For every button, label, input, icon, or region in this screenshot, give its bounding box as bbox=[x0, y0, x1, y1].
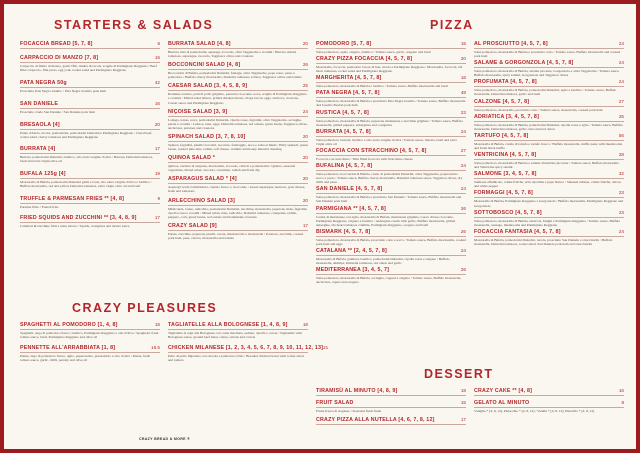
menu-item-description: Frutta fresca di stagione / Seasonal fresh fruits bbox=[316, 409, 382, 413]
menu-item bbox=[316, 248, 466, 265]
menu-item-header bbox=[316, 129, 466, 137]
menu-item-header bbox=[316, 148, 466, 156]
menu-item bbox=[168, 155, 308, 172]
menu-item-description: Punta d'Ancia, rucola, pomodorini, pomodorini Datterini e Parmigiano Reggiano / Cured beef, rocket salad, cherry tomatoes and Parmigiano Reggiano bbox=[20, 131, 153, 140]
menu-item-description: Calamari & zucchine fritti e salsa tartara / Squids, courgettes and tartare sauce bbox=[20, 224, 130, 229]
menu-item-header bbox=[168, 83, 308, 91]
menu-item bbox=[316, 417, 466, 425]
menu-item-description: Salsa pomodoro, mozzarella di Bufala e salame Ventricina piccante / Tomato sauce, Buffalo mozzarella and Ventricina spicy salami bbox=[474, 161, 619, 170]
menu-item-header bbox=[316, 41, 466, 49]
menu-item-header bbox=[316, 400, 466, 408]
menu-item bbox=[474, 400, 624, 413]
menu-item-header bbox=[474, 41, 624, 49]
menu-item-description: Salsa pomodoro, mozzarella, prosciutto cotto / Tomato sauce, mozzarella, cooked pork ham bbox=[474, 107, 603, 112]
menu-item-name: BOCCONCINI SALAD [4, 8] bbox=[168, 62, 241, 69]
menu-item bbox=[474, 114, 624, 131]
menu-item-name: PATA NEGRA [4, 5, 7, 8] bbox=[316, 90, 380, 97]
menu-item-description: Bocconcini di Bufala, pomodorini Datterini, fantagu, olive Taggiasche, pepe rosso, pesto e pomodoro / Buffalo cherry mozzarella, Datterini tomatoes, lettuce, Taggiasca olives and tomato bbox=[168, 71, 302, 80]
menu-item-name: FORMAGGI [4, 5, 7, 8] bbox=[474, 190, 533, 197]
menu-item-price: 20 bbox=[302, 197, 308, 203]
menu-item-name: FOCACCIA FANTASIA [4, 5, 7, 8] bbox=[474, 228, 561, 235]
menu-item-price: 18 bbox=[460, 388, 466, 393]
menu-item-description: Salsa pomodoro, mozzarella di Bufala, peperoni, melanzane e zucchine grigliate / Tomato sauce, Buffalo mozzarella, grilled peppers, aubergines and courgettes bbox=[316, 118, 463, 127]
menu-item-name: CRAZY SALAD [9] bbox=[168, 222, 217, 229]
menu-item-name: ADRIATICA [3, 4, 5, 7, 8] bbox=[474, 113, 540, 120]
menu-item-description: Petto di pollo impanato con ruccola e pomodoro fritto / Breaded chicken breast with rocket salad and tomato bbox=[168, 354, 304, 363]
menu-item bbox=[316, 206, 466, 227]
menu-item-header bbox=[20, 101, 160, 109]
menu-item-description: Salsa pomodoro, mozzarella di Bufala e prosciutto Pata Negra Joselito / Tomato sauce, Buffalo mozzarella and Joselito Iberian pork ham bbox=[316, 99, 466, 108]
menu-item-header bbox=[168, 198, 308, 206]
menu-item-name: POMODORO [5, 7, 8] bbox=[316, 41, 372, 47]
menu-item bbox=[316, 41, 466, 54]
menu-item-header bbox=[474, 79, 624, 87]
menu-item-price: 23 bbox=[618, 190, 624, 196]
menu-item bbox=[20, 41, 160, 49]
menu-item-price: 26 bbox=[460, 228, 466, 234]
menu-item-price: 20 bbox=[154, 122, 160, 128]
menu-item-name: MARGHERITA [4, 5, 7, 8] bbox=[316, 75, 382, 82]
menu-item-price: 26 bbox=[302, 62, 308, 68]
menu-item-price: 9 bbox=[157, 195, 160, 201]
menu-item-header bbox=[20, 171, 160, 179]
menu-item-price: 15 bbox=[460, 400, 466, 405]
menu-item-price: 24 bbox=[460, 163, 466, 169]
menu-item-header bbox=[474, 60, 624, 68]
menu-item bbox=[316, 148, 466, 161]
menu-item-name: BURRATA [4] bbox=[20, 145, 56, 152]
menu-item-header bbox=[474, 210, 624, 218]
menu-item-name: GELATO AL MINUTO bbox=[474, 400, 530, 406]
menu-item-description: Misticanza, tonno, radicchio, pomodorini Datterini, zucchine, mozzarella, peperoni, mais, fagiolini, cipolla rossa e crostini / Mixed salad, tuna, radicchio, Datterini tomatoes, courgettes, radish, peppers, corn, green beans, red onions and homemade croutons bbox=[168, 206, 308, 219]
menu-item-header bbox=[168, 41, 308, 49]
menu-item bbox=[316, 129, 466, 146]
menu-item-name: FOCACCIA BREAD [5, 7, 8] bbox=[20, 41, 93, 47]
menu-item-description: Salsa pomodoro, mozzarella di Bufala, prosciutto cotto e uovo / Tomato sauce, Buffalo mozzarella, cooked pork ham and eggs bbox=[316, 237, 466, 246]
menu-item-description: Patatine fritte / French fries bbox=[20, 204, 59, 209]
section-title-pizza: PIZZA bbox=[430, 18, 474, 32]
menu-item bbox=[474, 171, 624, 188]
menu-item-price: 24 bbox=[618, 79, 624, 85]
menu-item bbox=[168, 322, 308, 339]
menu-item-description: Salsa pomodoro, aglio, origano, basilico / Tomato sauce, garlic, oregano and basil bbox=[316, 50, 431, 54]
menu-item-header bbox=[316, 163, 466, 171]
menu-item-header bbox=[168, 322, 308, 330]
menu-item-name: AL PROSCIUTTO [4, 5, 7, 8] bbox=[474, 41, 548, 47]
menu-item-description: Focaccia con stracchino / Thin filled focaccia with Stracchino cheese bbox=[316, 156, 413, 161]
menu-item-price: 16 bbox=[154, 55, 160, 60]
menu-item bbox=[316, 267, 466, 284]
menu-item-header bbox=[474, 152, 624, 160]
menu-item-description: Prosciutto Pata Negra Joselito / Pata Negra Joselito pork ham bbox=[20, 89, 107, 94]
menu-item-name: BUFALA 125g [4] bbox=[20, 170, 66, 177]
menu-item-name: CRAZY PIZZA FOCACCIA [4, 5, 7, 8] bbox=[316, 56, 413, 63]
menu-item-header bbox=[20, 146, 160, 154]
menu-item-header bbox=[474, 114, 624, 122]
menu-item-price: 24 bbox=[302, 108, 308, 114]
menu-item-name: VENTRICINA [4, 5, 7, 8] bbox=[474, 152, 537, 159]
menu-item-price: 20 bbox=[460, 56, 466, 62]
menu-item bbox=[20, 322, 160, 339]
menu-item-price: 23 bbox=[460, 109, 466, 115]
menu-item-header bbox=[20, 80, 160, 88]
menu-item bbox=[20, 101, 160, 114]
menu-item bbox=[316, 56, 466, 73]
menu-item-price: 17 bbox=[302, 222, 308, 228]
menu-item-description: Salsa pomodoro, mozzarella di Bufala e prosciutto cotto / Tomato sauce, Buffalo mozzarella and cooked pork ham bbox=[474, 50, 621, 59]
menu-item-price: 24 bbox=[618, 60, 624, 66]
menu-item bbox=[474, 229, 624, 246]
menu-item-description: Lattuga, tonno, uova, pomodorini Datterini, cipolle rosse, fagiolini, olive Taggiasche, acciughe, patate e crostini / Lettuce, tuna, eggs, Datterini tomatoes, red onions, green beans, Taggiasca olives, anchovies, potatoes and croutons bbox=[168, 117, 308, 130]
menu-item-price: 18 bbox=[154, 322, 160, 327]
menu-item bbox=[474, 133, 624, 150]
menu-item-name: BISMARK [4, 5, 7, 8] bbox=[316, 228, 371, 235]
menu-item bbox=[316, 90, 466, 107]
menu-item-header bbox=[168, 62, 308, 70]
menu-item bbox=[168, 223, 308, 240]
menu-item-header bbox=[474, 388, 624, 396]
menu-item-header bbox=[168, 109, 308, 117]
menu-item-description: Mozzarella di Bufala, pomodorini Datterini, rucola, prosciutto San Daniele e stracciatella / Buffalo mozzarella, Datterini tomatoes, rocket salad, San Daniele pork ham and stracciatella bbox=[474, 237, 613, 246]
menu-item bbox=[20, 55, 160, 72]
menu-item-name: ARLECCHINO SALAD [3] bbox=[168, 197, 235, 204]
menu-item bbox=[168, 62, 308, 79]
menu-item bbox=[168, 176, 308, 193]
menu-page bbox=[4, 4, 636, 449]
menu-item-price: 16 bbox=[618, 388, 624, 393]
dessert-right-column bbox=[474, 388, 624, 413]
menu-item-name: FRIED SQUIDS AND ZUCCHINI ** [3, 4, 8, 9] bbox=[20, 215, 137, 222]
crazy-right-column bbox=[168, 322, 329, 363]
menu-item-description: Quinoa, verdure di stagione, mozzarella, avocado, cetrioli e pomodorini / Quinoa, seasonal vegetables, mixed salad, avocado, cucumber, radish and fresh dip bbox=[168, 164, 296, 173]
menu-item-price: 23 bbox=[618, 209, 624, 215]
menu-item-price: 24 bbox=[618, 41, 624, 46]
menu-item bbox=[20, 171, 160, 188]
menu-item-header bbox=[474, 133, 624, 141]
menu-item-name: PARMIGIANA ** [4, 5, 7, 8] bbox=[316, 205, 386, 212]
menu-item-description: Crema di melanzane con aglio, mozzarella di Bufala, melanzane grigliate, Cuore di bue croccante, Parmigiano Reggiano, origano e basilico / Aubergine cream with garlic, Buffalo mozzarella, grilled aubergine, Ox heart tomatoes crumble, Parmigiano Reggiano, oregano and basil bbox=[316, 214, 456, 227]
menu-item bbox=[474, 41, 624, 58]
dessert-left-column bbox=[316, 388, 466, 425]
menu-item-description: Mozzarella di Bufala, crema di tartufo e tartufo fresco / Buffalo mozzarella, truffle paste with mushrooms and fresh black truffle bbox=[474, 141, 623, 150]
menu-item-name: SALMONE [3, 4, 5, 7, 8] bbox=[474, 171, 537, 178]
menu-item-price: 26 bbox=[460, 267, 466, 273]
menu-item-header bbox=[316, 56, 466, 64]
menu-item bbox=[316, 110, 466, 127]
menu-item-name: BURRATA [4, 5, 7, 8] bbox=[316, 128, 371, 135]
menu-item-price: 24 bbox=[460, 186, 466, 192]
menu-item-header bbox=[168, 155, 308, 163]
menu-item-price: 16 bbox=[460, 75, 466, 81]
menu-item-description: Penne, sugo di pomodoro fresco, aglio, peperoncino, prezzemolo e olio d'oliva / Penne, fresh tomato sauce, garlic, chilli, parsley and olive oil bbox=[20, 354, 151, 363]
menu-item-description: Salsa pomodoro, mozzarella di Bufala, salame piccante, Gorgonzola e olive Taggiasche / Tomato sauce, Buffalo mozzarella, spicy salami, Gorgonzola and Taggiasca olives bbox=[474, 69, 620, 78]
starters-right-column bbox=[168, 41, 308, 240]
menu-item-description: Salsa pomodoro, mozzarella di Bufala e basilico / Tomato sauce, Buffalo mozzarella and basil bbox=[316, 84, 448, 89]
menu-item-description: Spinaci, fagiolini, piselli croccanti, nocciole, formaggio, noce e salsa al miele / Baby spinach, green beans, roasted pine nuts, radish, soft cheese, walnuts and honey mustard dressing bbox=[168, 142, 308, 152]
menu-item-name: BRESAOLA [4] bbox=[20, 122, 60, 129]
menu-item-description: Mozzarella, focaccia, pomodoro Cuore di bue, rucola e Parmigiano Reggiano / Mozzarella, focaccia, Ox heart tomatoes, rocket salad and Parmigiano Reggiano bbox=[316, 65, 463, 74]
menu-item bbox=[168, 198, 308, 219]
menu-item bbox=[316, 75, 466, 88]
menu-item-price: 18 bbox=[302, 322, 308, 327]
menu-item-name: CAESAR SALAD [3, 4, 5, 8, 9] bbox=[168, 83, 248, 90]
menu-item-header bbox=[474, 171, 624, 179]
menu-item-header bbox=[316, 186, 466, 194]
menu-item-price: 27 bbox=[460, 147, 466, 153]
menu-item-header bbox=[474, 99, 624, 107]
menu-item-description: Spaghetti, sugo di pomodoro fresco, basilico, Parmigiano Reggiano e olio d'oliva / Spaghetti, fresh tomato sauce, basil, Parmigiano Reggiano and olive oil bbox=[20, 331, 159, 340]
menu-item-description: Tagliatelle al ragù alla Bolognese con carne macinata, sedano, cipolla e carote / Tagliatelle with Bolognese sauce, ground beef meat, celery, onions and carrots bbox=[168, 331, 302, 340]
menu-item-header bbox=[316, 267, 466, 275]
menu-item-price: 20 bbox=[302, 176, 308, 182]
menu-item-description: Prosciutto crudo San Daniele / San Daniele pork ham bbox=[20, 110, 95, 115]
menu-item-description: Vaniglia * [4, 8, 12], Pistacchio * [4, 8, 12] / Vanilla * [4, 8, 12], Pistachio * [4, 8, 12] bbox=[474, 409, 595, 413]
menu-item-name: QUINOA SALAD * bbox=[168, 155, 216, 162]
menu-item-description: Patate, zucchine, peperoni, piselli, carote, mazzancolle e mozzarella / Potatoes, zucchini, cooked pork ham, peas, carrots, mozzarella and tomato bbox=[168, 231, 304, 240]
menu-item-header bbox=[168, 223, 308, 231]
crazy-left-column bbox=[20, 322, 160, 362]
menu-item bbox=[316, 229, 466, 246]
menu-item bbox=[316, 163, 466, 184]
menu-item-name: BUFALINA [4, 5, 7, 8] bbox=[316, 163, 373, 170]
menu-item-price: 8 bbox=[621, 400, 624, 405]
menu-item bbox=[20, 146, 160, 163]
pizza-right-column bbox=[474, 41, 624, 246]
menu-item-header bbox=[20, 122, 160, 130]
menu-item-name: SALAME & GORGONZOLA [4, 5, 7, 8] bbox=[474, 60, 574, 67]
menu-item-name: TIRAMISÙ AL MINUTO [4, 8, 9] bbox=[316, 388, 398, 394]
menu-item bbox=[474, 210, 624, 227]
menu-item-price: 20 bbox=[302, 133, 308, 139]
menu-item-price: 17 bbox=[460, 417, 466, 423]
menu-item-price: 32 bbox=[618, 171, 624, 177]
menu-item-description: Salsa pomodoro, mozzarella di Bufala e prosciutto San Daniele / Tomato sauce, Buffalo mozzarella and San Daniele pork ham bbox=[316, 195, 462, 204]
menu-item bbox=[20, 345, 160, 362]
menu-item-header bbox=[316, 417, 466, 425]
section-title-starters: STARTERS & SALADS bbox=[54, 18, 214, 32]
menu-item bbox=[168, 134, 308, 151]
menu-item-price: 24 bbox=[618, 228, 624, 234]
menu-item-header bbox=[474, 400, 624, 408]
menu-item bbox=[474, 152, 624, 169]
menu-item-header bbox=[168, 134, 308, 142]
menu-item-header bbox=[20, 55, 160, 63]
menu-item-price: 25 bbox=[302, 83, 308, 89]
menu-item-price: 25 bbox=[618, 113, 624, 119]
menu-item bbox=[316, 388, 466, 396]
menu-item-price: 26 bbox=[460, 205, 466, 211]
menu-item-description: Burrata, pomodorini Datterini, basilico, olio extra vergine d'oliva / Burrata, Datterini tomatoes, basil and extra virgin olive oil bbox=[20, 154, 153, 163]
menu-item-name: PENNETTE ALL'ARRABBIATA [1, 8] bbox=[20, 345, 116, 352]
menu-item-name: CARPACCIO DI MANZO [7, 8] bbox=[20, 55, 99, 61]
menu-item-name: CHICKEN MILANESE [1, 2, 3, 4, 5, 6, 7, 8, 9, 10, 11, 12, 13] bbox=[168, 345, 324, 352]
menu-item-description: Salmone affumicato, crème fraîche, erba cipollina e pepe bianco / Smoked salmon, crème fraîche, chives and white pepper bbox=[474, 180, 621, 189]
menu-item-price: 20 bbox=[302, 155, 308, 161]
menu-item bbox=[20, 80, 160, 93]
menu-item-header bbox=[20, 196, 160, 204]
menu-item-price: 28 bbox=[618, 152, 624, 158]
menu-item-header bbox=[316, 229, 466, 237]
menu-item-header bbox=[316, 90, 466, 98]
menu-item-description: Salsa pomodoro, burrata, basilico e olio extra vergine d'oliva / Tomato sauce, burrata, basil and extra virgin olive oil bbox=[316, 137, 457, 146]
menu-item bbox=[168, 345, 329, 363]
menu-item-name: TAGLIATELLE ALLA BOLOGNESE [1, 4, 8, 9] bbox=[168, 322, 288, 328]
menu-item bbox=[474, 190, 624, 207]
menu-item-header bbox=[20, 41, 160, 49]
menu-item bbox=[168, 41, 308, 58]
menu-item-header bbox=[316, 206, 466, 214]
menu-item-header bbox=[474, 190, 624, 198]
menu-item bbox=[474, 79, 624, 96]
menu-item-name: TARTUFO [4, 5, 7, 8] bbox=[474, 132, 529, 139]
menu-item-header bbox=[316, 75, 466, 83]
menu-item-name: CALZONE [4, 5, 7, 8] bbox=[474, 98, 530, 105]
menu-item-name: SOTTOBOSCO [4, 5, 7, 8] bbox=[474, 209, 542, 216]
menu-item-price: 20 bbox=[302, 41, 308, 46]
menu-item-name: MEDITERRANEA [3, 4, 5, 7] bbox=[316, 267, 390, 274]
menu-item bbox=[474, 99, 624, 112]
menu-item-name: SPAGHETTI AL POMODORO [1, 4, 8] bbox=[20, 322, 118, 328]
menu-item-name: BURRATA SALAD [4, 8] bbox=[168, 41, 231, 47]
menu-item-name: FRUIT SALAD bbox=[316, 400, 354, 406]
pizza-left-column bbox=[316, 41, 466, 284]
menu-item-description: Romaine, lettuce, petti di pollo grigliato, pancetta croccante, uova, scaglie di Parmigiano Reggiano e crostini / Mixed salad lettuce, grilled chicken breast, crispy bacon, eggs, anchovy, croutons, Caesar sauce and Parmigiano Reggiano bbox=[168, 92, 307, 105]
menu-item-price: 42 bbox=[154, 80, 160, 86]
menu-item-price: 16.5 bbox=[151, 345, 160, 351]
menu-item-description: Salsa pomodoro, bocconcini di Bufala, crudo di pomodorini Datterini, olive Taggiasche, peperoncino secco e pesto / Tomato sauce, Buffalo cherry mozzarella, Datterini tomatoes sauce, Taggiasca olives, dry chilli and pesto bbox=[316, 172, 463, 185]
menu-item bbox=[316, 186, 466, 203]
menu-item-name: ASPARAGUS SALAD * [4] bbox=[168, 176, 237, 183]
menu-item-name: NIÇOISE SALAD [3, 9] bbox=[168, 108, 228, 115]
menu-item-description: Burrata, mix di pomodorini, asparagi, avocado, olive Taggiasche e crostini / Burrata, mixed tomatoes, asparagus, avocado, Taggiasca olives and croutons bbox=[168, 50, 297, 59]
menu-item bbox=[20, 196, 160, 209]
menu-item bbox=[20, 215, 160, 228]
menu-item-description: Salsa pomodoro, mozzarella di Bufala, acciughe, capperi e origano / Tomato sauce, Buffalo mozzarella, anchovies, capers and oregano bbox=[316, 276, 462, 285]
section-title-dessert: DESSERT bbox=[424, 367, 494, 381]
menu-item-header bbox=[168, 345, 329, 353]
menu-item-price: 17 bbox=[154, 145, 160, 151]
menu-item-header bbox=[20, 345, 160, 353]
menu-item-description: Mozzarella di Bufala, Parmigiano Reggiano e Gorgonzola / Buffalo mozzarella, Parmigiano Reggiano and Gorgonzola bbox=[474, 199, 624, 208]
menu-item-name: CRAZY PIZZA ALLA NUTELLA [4, 6, 7, 8, 12] bbox=[316, 417, 435, 424]
menu-item-name: SPINACH SALAD [3, 7, 8, 10] bbox=[168, 133, 246, 140]
menu-item-price: 21 bbox=[323, 345, 329, 351]
menu-item-name: TRUFFLE & PARMESAN FRIES ** [4, 8] bbox=[20, 195, 125, 202]
menu-item-price: 17 bbox=[154, 215, 160, 221]
menu-item-name: PATA NEGRA 50g bbox=[20, 80, 67, 87]
menu-item-name: FOCACCIA CON STRACCHINO [4, 5, 7, 8] bbox=[316, 147, 427, 154]
menu-item-price: 24 bbox=[460, 247, 466, 253]
menu-item-name: CATALANA ** [2, 4, 5, 7, 8] bbox=[316, 247, 387, 254]
menu-item-price: 48 bbox=[460, 90, 466, 96]
menu-item-header bbox=[474, 229, 624, 237]
section-title-crazy: CRAZY PLEASURES bbox=[72, 301, 218, 315]
menu-item-price: 56 bbox=[618, 132, 624, 138]
menu-item-price: 6 bbox=[157, 41, 160, 46]
menu-item-header bbox=[168, 176, 308, 184]
menu-item bbox=[474, 60, 624, 77]
menu-item-description: Carpaccio di filetto di manzo, garlic fille, insalta di rucola, scaglie di Parmigiano Reggiano / Beef fillet carpaccio, fille pesto, egg yolk, rocket salad and Parmigiano Reggiano bbox=[20, 64, 157, 73]
menu-item-header bbox=[316, 388, 466, 396]
menu-item-description: Asparagi verdi, barbabietola, caprino fresco e cioccolato / Green asparagus, beetroot, goat cheese, fresh and tomatoes bbox=[168, 185, 306, 194]
menu-item bbox=[20, 122, 160, 139]
menu-item-price: 19 bbox=[154, 170, 160, 176]
starters-left-column bbox=[20, 41, 160, 228]
menu-item-description: Mozzarella di Bufala, gamberi, basilico, pomodorini Datterini, cipolla rossa e origano / Buffalo mozzarella, shrimps, Datterini tomatoes, red onion and garlic bbox=[316, 256, 450, 266]
menu-item-name: PROFUMATA [4, 5, 7, 8] bbox=[474, 79, 537, 86]
menu-item-header bbox=[316, 248, 466, 256]
menu-item-price: 24 bbox=[460, 128, 466, 134]
menu-item bbox=[168, 109, 308, 130]
menu-item-name: SAN DANIELE [4, 5, 7, 8] bbox=[316, 186, 383, 193]
menu-item-price: 27 bbox=[618, 98, 624, 104]
menu-item-description: Salsa pomodoro, mozzarella di Bufala, pomodorini Datterini, cipolla rossa e aglio / Tomato sauce, Buffalo mozzarella, Datterini tomatoes, garlic, tuna and red onion bbox=[474, 122, 623, 131]
menu-item-header bbox=[316, 110, 466, 118]
menu-item-price: 15 bbox=[460, 41, 466, 46]
menu-item-name: CRAZY CAKE ** [4, 8] bbox=[474, 388, 533, 394]
menu-item bbox=[474, 388, 624, 396]
menu-item-description: Mozzarella di Bufala, pomodorini Datterini gialli e rossi, olio extra vergine d'oliva e basilico / Buffalo mozzarella, red and yellow Datterini tomatoes, extra virgin olive oil and basil bbox=[20, 179, 152, 188]
menu-item-description: Salsa pomodoro, mozzarella di Bufala, salsiccia, funghi e Parmigiano Reggiano / Tomato sauce, Buffalo mozzarella, sausage, mushrooms and Parmigiano Reggiano bbox=[474, 218, 621, 227]
menu-item-price: 16 bbox=[154, 101, 160, 107]
menu-item-name: SAN DANIELE bbox=[20, 101, 59, 108]
menu-item-description: Salsa pomodoro, mozzarella di Bufala, pomodorini Datterini, aglio e basilico / Tomato sauce, Buffalo mozzarella, Datterini tomatoes, garlic and basil bbox=[474, 88, 617, 97]
menu-item-name: RUSTICA [4, 5, 7, 8] bbox=[316, 109, 369, 116]
menu-item-header bbox=[20, 215, 160, 223]
menu-item bbox=[168, 83, 308, 104]
footer-brand: CRAZY BREAD & MORE ® bbox=[139, 437, 191, 441]
menu-item-header bbox=[20, 322, 160, 330]
menu-item bbox=[316, 400, 466, 413]
